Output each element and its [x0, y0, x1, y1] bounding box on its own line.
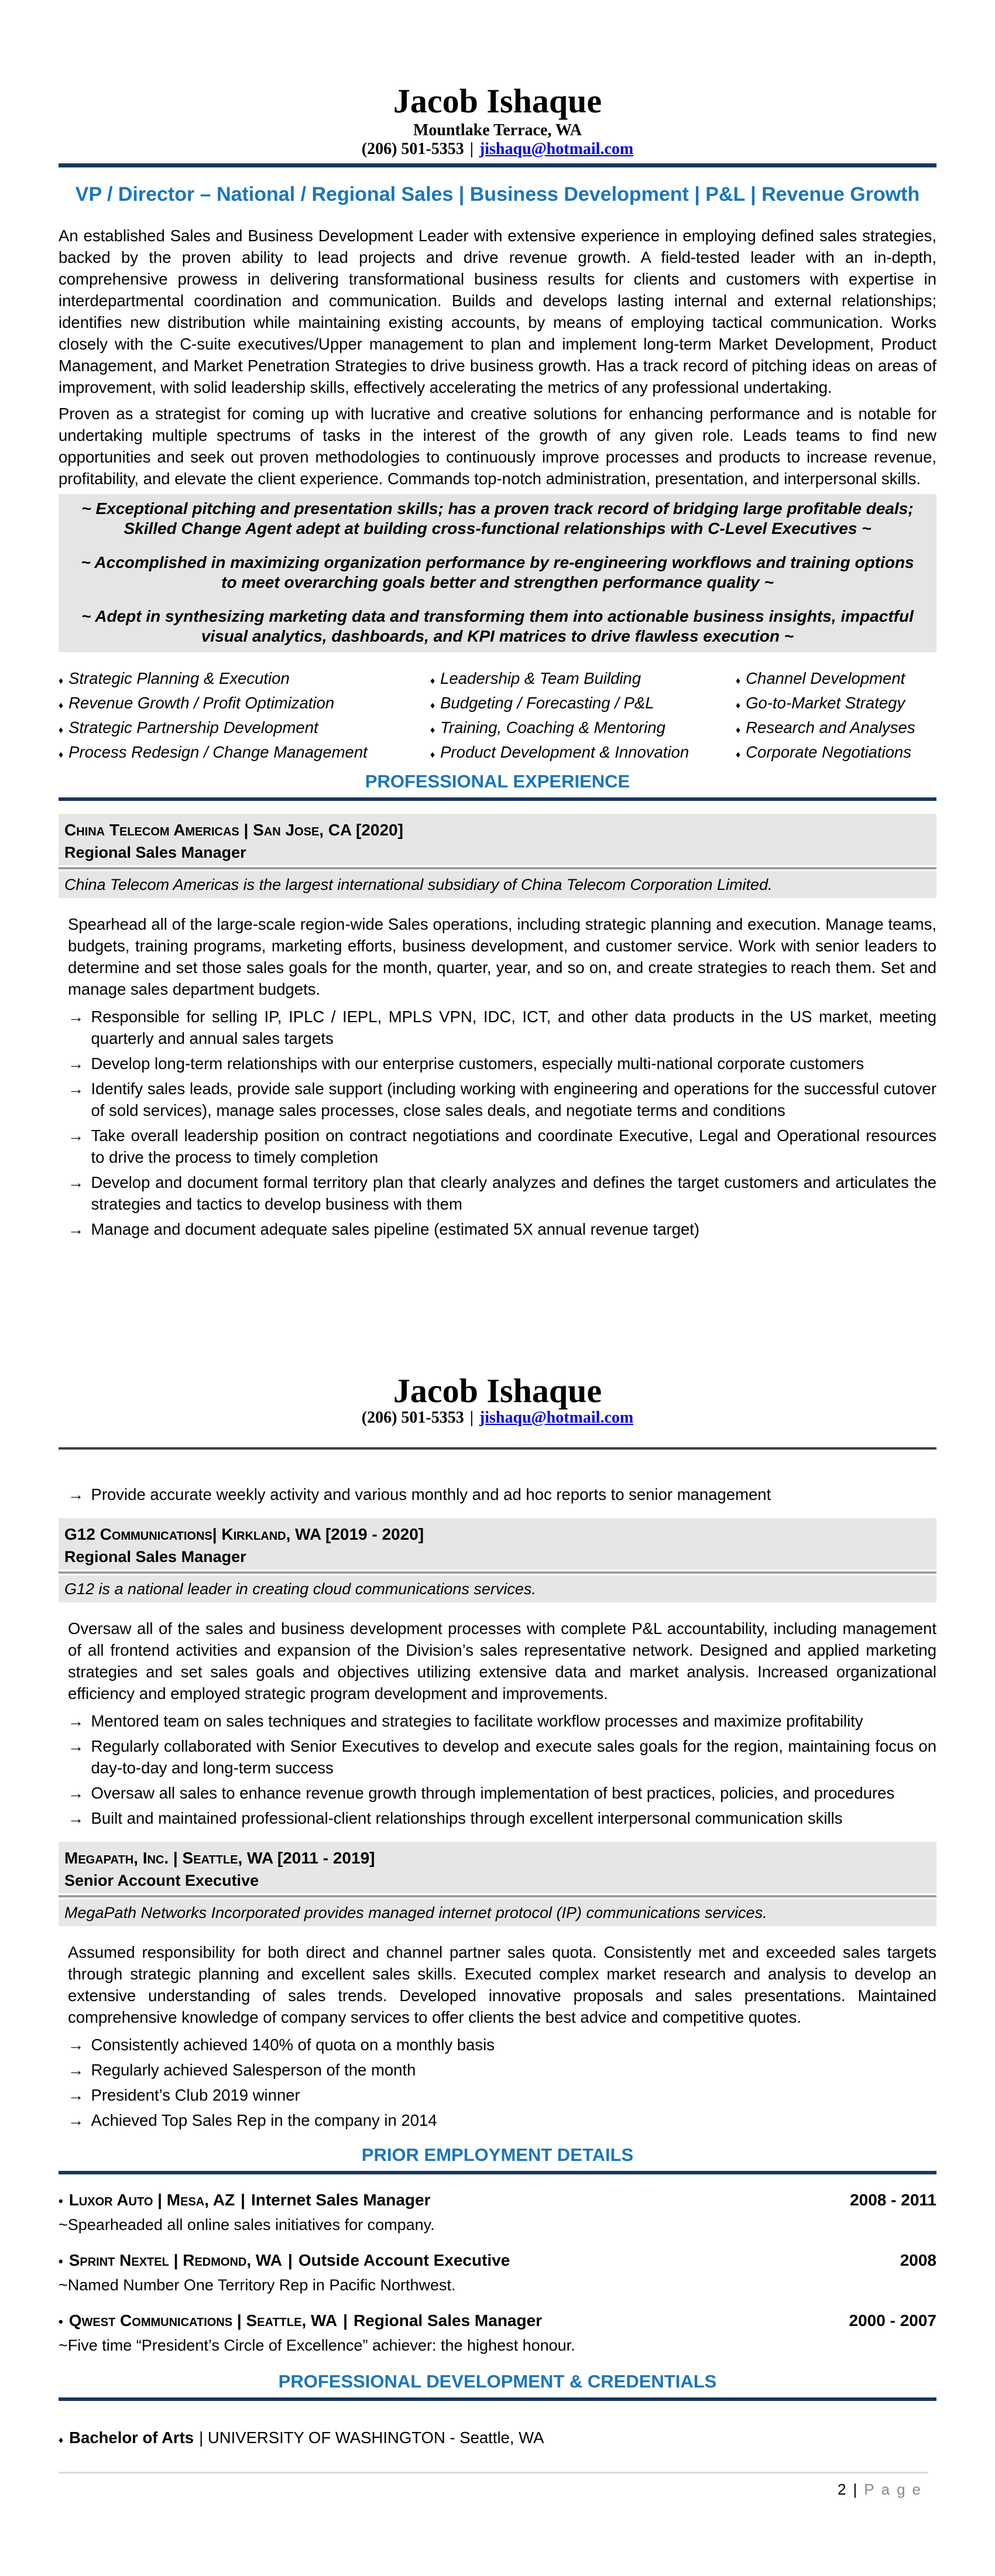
- company-blurb: China Telecom Americas is the largest international subsidiary of China Telecom Corporation Limited.: [59, 871, 936, 898]
- job-paragraph: Oversaw all of the sales and business development processes with complete P&L accountability, including management of all frontend activities and expansion of the Division’s sales representative network. Designed and applied marketing strategies and set sales goals and objectives utilizing extensive data and market analysis. Increased organizational efficiency and employed strategic program development and improvements.: [68, 1619, 936, 1703]
- header-rule: [59, 163, 936, 167]
- page1-header: [59, 84, 936, 167]
- skill-item: [59, 667, 430, 692]
- skill-label: Leadership & Team Building: [440, 669, 641, 687]
- company-blurb: G12 is a national leader in creating cloud communications services.: [59, 1575, 936, 1602]
- page2-header: [59, 1373, 936, 1450]
- bullet-text: Oversaw all sales to enhance revenue growth through implementation of best practices, policies, and procedures: [91, 1784, 895, 1802]
- job-bullet: [68, 2109, 936, 2131]
- pipe-separator: |: [469, 1409, 474, 1427]
- arrow-bullet-icon: →: [68, 1809, 84, 1827]
- job-bullet: [68, 1171, 936, 1215]
- bullet-text: Manage and document adequate sales pipeline (estimated 5X annual revenue target): [91, 1220, 700, 1238]
- pipe-separator: |: [469, 140, 474, 158]
- bullet-text: Develop long-term relationships with our enterprise customers, especially multi-national corporate customers: [91, 1054, 864, 1073]
- job-bullet: [68, 1735, 936, 1779]
- prior-company: Luxor Auto | Mesa, AZ: [68, 2191, 235, 2209]
- section-rule: [59, 2397, 936, 2401]
- diamond-bullet-icon: ♦: [59, 676, 64, 686]
- page-footer: [59, 2472, 928, 2498]
- phone-number: (206) 501-5353: [361, 140, 464, 158]
- job-body: [68, 913, 936, 1240]
- job-bullet: [68, 2034, 936, 2056]
- prior-note: ~Five time “President’s Circle of Excellence” achiever: the highest honour.: [59, 2337, 575, 2354]
- prior-dates: 2008: [900, 2251, 936, 2269]
- candidate-name: Jacob Ishaque: [393, 1372, 602, 1410]
- job-bullet: [68, 2084, 936, 2106]
- job-bullet: [68, 1710, 936, 1732]
- document-content: [59, 0, 936, 2451]
- job-bullet-list: [68, 2034, 936, 2131]
- bullet-text: Mentored team on sales techniques and strategies to facilitate workflow processes and maximize profitability: [91, 1712, 863, 1730]
- arrow-bullet-icon: →: [68, 2061, 84, 2079]
- dot-bullet-icon: •: [59, 2194, 63, 2208]
- education-school: | UNIVERSITY OF WASHINGTON - Seattle, WA: [199, 2428, 544, 2447]
- diamond-bullet-icon: ♦: [59, 750, 64, 760]
- skill-label: Product Development & Innovation: [440, 743, 689, 761]
- bullet-text: Achieved Top Sales Rep in the company in 2014: [91, 2111, 437, 2129]
- job-bullet: [68, 1125, 936, 1168]
- bullet-text: Identify sales leads, provide sale support (including working with engineering and operations for the successful cutover of sold services), manage sales processes, close sales deals, and negotiate terms and conditions: [91, 1080, 936, 1119]
- job-divider-rule: [59, 1895, 936, 1897]
- skill-label: Channel Development: [746, 669, 905, 687]
- job-china-telecom: [59, 814, 936, 1240]
- skill-label: Strategic Partnership Development: [68, 718, 318, 737]
- skill-label: Process Redesign / Change Management: [68, 743, 368, 761]
- job-bullet: [68, 1782, 936, 1804]
- skill-label: Go-to-Market Strategy: [746, 694, 905, 712]
- skill-label: Strategic Planning & Execution: [68, 669, 290, 687]
- bullet-text: Provide accurate weekly activity and various monthly and ad hoc reports to senior management: [91, 1485, 771, 1503]
- arrow-bullet-icon: →: [68, 2036, 84, 2054]
- diamond-bullet-icon: ♦: [59, 701, 64, 711]
- diamond-bullet-icon: ♦: [430, 676, 435, 686]
- prior-job-qwest: [59, 2310, 936, 2355]
- highlight-quote: ~ Adept in synthesizing marketing data and transforming them into actionable business insights, impactful visual analytics, dashboards, and KPI matrices to drive flawless execution ~: [81, 607, 914, 645]
- job-paragraph: Spearhead all of the large-scale region-wide Sales operations, including strategic planning and execution. Manage teams, budgets, training programs, marketing efforts, business development, and customer service. Work with senior leaders to determine and set those sales goals for the month, quarter, year, and so on, and create strategies to reach them. Set and manage sales department budgets.: [68, 915, 936, 998]
- bullet-text: Responsible for selling IP, IPLC / IEPL, MPLS VPN, IDC, ICT, and other data products in the US market, meeting quarterly and annual sales targets: [91, 1008, 936, 1047]
- dot-bullet-icon: •: [59, 2254, 63, 2269]
- skill-item: [736, 692, 936, 717]
- skill-item: [736, 717, 936, 741]
- skill-item: [59, 692, 430, 717]
- diamond-bullet-icon: ♦: [736, 750, 741, 760]
- job-header-box: [59, 1842, 936, 1893]
- job-company-line: G12 Communications| Kirkland, WA [2019 - 2020]: [64, 1525, 424, 1543]
- job-bullet: [68, 1218, 936, 1240]
- section-heading-prior-employment: PRIOR EMPLOYMENT DETAILS: [361, 2145, 634, 2165]
- job-header-box: [59, 1518, 936, 1570]
- job-divider-rule: [59, 867, 936, 869]
- arrow-bullet-icon: →: [68, 1126, 84, 1145]
- prior-role: Internet Sales Manager: [251, 2191, 431, 2209]
- job-bullet-list: [68, 1710, 936, 1829]
- section-heading-development: PROFESSIONAL DEVELOPMENT & CREDENTIALS: [278, 2371, 717, 2392]
- highlights-block: [59, 494, 936, 652]
- prior-role: Regional Sales Manager: [353, 2311, 543, 2330]
- email-link[interactable]: jishaqu@hotmail.com: [479, 1409, 634, 1427]
- prior-company: Sprint Nextel | Redmond, WA: [68, 2251, 282, 2269]
- page2-header-rule: [59, 1447, 936, 1450]
- job-company-line: Megapath, Inc. | Seattle, WA [2011 - 2019]: [64, 1849, 375, 1867]
- bullet-text: Develop and document formal territory plan that clearly analyzes and defines the target customers and articulates the strategies and tactics to develop business with them: [91, 1173, 936, 1213]
- summary-paragraph: An established Sales and Business Development Leader with extensive experience in employing defined sales strategies, backed by the proven ability to lead projects and drive revenue growth. A field-tested leader with an in-depth, comprehensive prowess in delivering transformational business results for clients and customers with expertise in interdepartmental coordination and communication. Builds and develops lasting internal and external relationships; identifies new distribution while maintaining existing accounts, by means of employing tactical communication. Works closely with the C-suite executives/Upper management to plan and implement long-term Market Development, Product Management, and Market Penetration Strategies to drive business growth. Has a track record of pitching ideas on areas of improvement, with solid leadership skills, effectively accelerating the metrics of any professional undertaking.: [59, 227, 936, 396]
- dot-bullet-icon: •: [59, 2314, 63, 2329]
- contact-line: [59, 1409, 936, 1427]
- education-degree: Bachelor of Arts: [69, 2428, 194, 2447]
- diamond-bullet-icon: ♦: [430, 725, 435, 735]
- arrow-bullet-icon: →: [68, 1220, 84, 1238]
- arrow-bullet-icon: →: [68, 1173, 84, 1191]
- job-role: Senior Account Executive: [64, 1872, 259, 1889]
- diamond-bullet-icon: ♦: [736, 676, 741, 686]
- prior-note: ~Named Number One Territory Rep in Pacific Northwest.: [59, 2276, 456, 2294]
- skill-item: [59, 741, 430, 766]
- prior-job-line: [59, 2190, 936, 2212]
- prior-company: Qwest Communications | Seattle, WA: [68, 2311, 338, 2330]
- section-rule: [59, 2171, 936, 2174]
- skill-item: [59, 717, 430, 741]
- bullet-text: Built and maintained professional-client relationships through excellent interpersonal communication skills: [91, 1809, 843, 1827]
- diamond-bullet-icon: ♦: [736, 725, 741, 735]
- footer-rule: [59, 2472, 928, 2474]
- job-paragraph: Assumed responsibility for both direct and channel partner sales quota. Consistently met and exceeded sales targets through strategic planning and excellent sales skills. Executed complex market research and analysis to develop an extensive understanding of sales trends. Developed innovative proposals and sales presentations. Maintained comprehensive knowledge of company services to offer clients the best advice and competitive quotes.: [68, 1943, 936, 2026]
- skill-label: Training, Coaching & Mentoring: [440, 718, 665, 737]
- prior-job-sprint: [59, 2250, 936, 2295]
- contact-line: [59, 140, 936, 159]
- skills-grid: [59, 667, 936, 766]
- pipe-separator: |: [343, 2311, 348, 2330]
- job-megapath: [59, 1842, 936, 2131]
- company-blurb: MegaPath Networks Incorporated provides managed internet protocol (IP) communications services.: [59, 1899, 936, 1926]
- diamond-bullet-icon: ♦: [736, 701, 741, 711]
- arrow-bullet-icon: →: [68, 1485, 84, 1503]
- prior-role: Outside Account Executive: [298, 2251, 510, 2269]
- page-number-text: [59, 2481, 928, 2498]
- bullet-text: Regularly collaborated with Senior Executives to develop and execute sales goals for the region, maintaining focus on day-to-day and long-term success: [91, 1737, 936, 1777]
- skill-item: [736, 741, 936, 766]
- job-header-box: [59, 814, 936, 865]
- phone-number: (206) 501-5353: [361, 1409, 464, 1427]
- job-g12-communications: [59, 1518, 936, 1829]
- job-divider-rule: [59, 1571, 936, 1574]
- job-company-line: China Telecom Americas | San Jose, CA [2020]: [64, 821, 403, 839]
- job-role: Regional Sales Manager: [64, 844, 246, 861]
- candidate-location: Mountlake Terrace, WA: [413, 121, 582, 139]
- resume-headline: VP / Director – National / Regional Sales | Business Development | P&L | Revenue Growth: [75, 183, 920, 205]
- arrow-bullet-icon: →: [68, 2086, 84, 2104]
- arrow-bullet-icon: →: [68, 1737, 84, 1755]
- job-bullet: [68, 1078, 936, 1121]
- job-body: [68, 1941, 936, 2131]
- job-bullet-list-continued: [68, 1484, 936, 1505]
- skill-item: [430, 667, 736, 692]
- section-heading-experience: PROFESSIONAL EXPERIENCE: [365, 771, 630, 792]
- arrow-bullet-icon: →: [68, 1712, 84, 1730]
- pipe-separator: |: [241, 2191, 245, 2209]
- job-bullet: [68, 1807, 936, 1829]
- skill-item: [736, 667, 936, 692]
- skill-item: [430, 717, 736, 741]
- job-bullet: [68, 2059, 936, 2081]
- highlight-quote: ~ Accomplished in maximizing organization performance by re-engineering workflows and training options to meet overarching goals better and strengthen performance quality ~: [81, 553, 914, 591]
- pipe-separator: |: [288, 2251, 293, 2269]
- education-entry: [59, 2427, 936, 2451]
- bullet-text: President’s Club 2019 winner: [91, 2086, 300, 2104]
- prior-job-luxor: [59, 2190, 936, 2235]
- prior-job-line: [59, 2310, 936, 2332]
- diamond-bullet-icon: ♦: [430, 701, 435, 711]
- prior-dates: 2000 - 2007: [849, 2311, 936, 2330]
- arrow-bullet-icon: →: [68, 2111, 84, 2129]
- job-bullet-list: [68, 1006, 936, 1240]
- prior-note: ~Spearheaded all online sales initiatives for company.: [59, 2216, 435, 2234]
- page-number: 2: [838, 2481, 846, 2498]
- candidate-name: Jacob Ishaque: [393, 82, 602, 120]
- job-bullet: [68, 1053, 936, 1074]
- arrow-bullet-icon: →: [68, 1080, 84, 1098]
- email-link[interactable]: jishaqu@hotmail.com: [479, 140, 634, 158]
- highlight-quote: ~ Exceptional pitching and presentation skills; has a proven track record of bridging large profitable deals; Skilled Change Agent adept at building cross-functional relationships with C-Level Executives ~: [81, 499, 914, 537]
- skill-label: Corporate Negotiations: [746, 743, 911, 761]
- job-bullet: [68, 1006, 936, 1049]
- bullet-text: Take overall leadership position on contract negotiations and coordinate Executive, Legal and Operational resources to drive the process to timely completion: [91, 1126, 936, 1166]
- skill-label: Research and Analyses: [746, 718, 915, 737]
- skill-item: [430, 692, 736, 717]
- job-role: Regional Sales Manager: [64, 1548, 246, 1566]
- job-body: [68, 1618, 936, 1829]
- skill-item: [430, 741, 736, 766]
- prior-job-line: [59, 2250, 936, 2272]
- arrow-bullet-icon: →: [68, 1784, 84, 1802]
- job-bullet: [68, 1484, 936, 1505]
- pipe-separator: |: [853, 2481, 857, 2498]
- arrow-bullet-icon: →: [68, 1054, 84, 1073]
- summary-paragraph: Proven as a strategist for coming up with lucrative and creative solutions for enhancing performance and is notable for undertaking multiple spectrums of tasks in the interest of the growth of any given role. Leads teams to find new opportunities and seek out proven methodologies to continuously improve processes and products to increase revenue, profitability, and elevate the client experience. Commands top-notch administration, presentation, and interpersonal skills.: [59, 405, 936, 488]
- section-rule: [59, 797, 936, 801]
- diamond-bullet-icon: ♦: [59, 725, 64, 735]
- skill-label: Revenue Growth / Profit Optimization: [68, 694, 335, 712]
- prior-dates: 2008 - 2011: [850, 2191, 936, 2209]
- diamond-bullet-icon: ♦: [430, 750, 435, 760]
- diamond-bullet-icon: ♦: [59, 2435, 64, 2445]
- bullet-text: Regularly achieved Salesperson of the month: [91, 2061, 416, 2079]
- bullet-text: Consistently achieved 140% of quota on a monthly basis: [91, 2036, 495, 2054]
- skill-label: Budgeting / Forecasting / P&L: [440, 694, 654, 712]
- arrow-bullet-icon: →: [68, 1008, 84, 1026]
- page-label: Page: [864, 2481, 928, 2498]
